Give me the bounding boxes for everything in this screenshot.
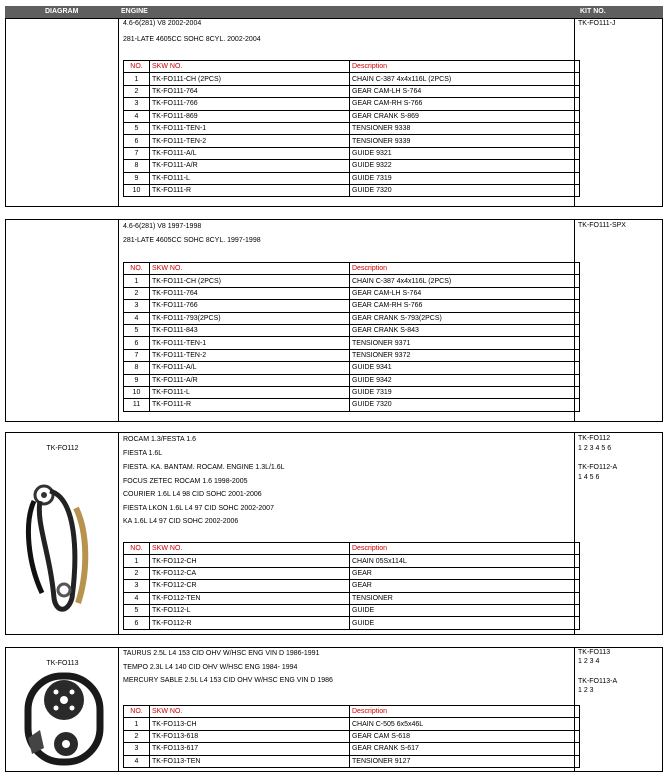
part-description: GUIDE 9321: [350, 147, 580, 159]
crank-gear-icon: [58, 584, 70, 596]
table-row: [124, 135, 580, 147]
engine-line: FIESTA 1.6L: [123, 450, 163, 457]
description-header: Description: [350, 61, 580, 73]
table-row: [124, 567, 580, 579]
table-row: [124, 337, 580, 349]
engine-column-header: ENGINE: [121, 8, 148, 15]
diagram-cell: [6, 220, 119, 421]
part-no: 3: [124, 98, 150, 110]
skw-no: TK-FO111-TEN-2: [150, 135, 350, 147]
part-description: TENSIONER 9372: [350, 349, 580, 361]
part-no: 2: [124, 567, 150, 579]
part-no: 3: [124, 743, 150, 755]
kit-no-line: 1 4 5 6: [578, 474, 600, 481]
skw-no: TK-FO111-766: [150, 98, 350, 110]
part-no: 4: [124, 110, 150, 122]
table-row: [124, 73, 580, 85]
engine-line: TEMPO 2.3L L4 140 CID OHV W/HSC ENG 1984- 1994: [123, 664, 298, 671]
table-row: [124, 85, 580, 97]
tensioner-icon: [76, 508, 85, 603]
parts-table: [123, 542, 580, 630]
diagram-cell: [6, 648, 119, 771]
table-row: [124, 604, 580, 616]
kit-no-line: TK-FO112-A: [578, 464, 618, 471]
table-row: [124, 300, 580, 312]
part-description: GEAR: [350, 580, 580, 592]
skw-no: TK-FO111-A/L: [150, 362, 350, 374]
skw-no: TK-FO111-CH (2PCS): [150, 275, 350, 287]
part-description: TENSIONER 9338: [350, 122, 580, 134]
part-description: TENSIONER 9371: [350, 337, 580, 349]
part-no: 6: [124, 617, 150, 629]
engine-line: COURIER 1.6L L4 98 CID SOHC 2001-2006: [123, 491, 262, 498]
part-description: GEAR: [350, 567, 580, 579]
skw-no: TK-FO111-TEN-1: [150, 122, 350, 134]
kit-no-line: 1 2 3 4: [578, 658, 600, 665]
diagram-cell: [6, 19, 119, 206]
skw-no: TK-FO111-L: [150, 386, 350, 398]
description-header: Description: [350, 706, 580, 718]
part-description: GEAR CRANK S-793(2PCS): [350, 312, 580, 324]
table-row: [124, 172, 580, 184]
kit-no-cell: [574, 220, 662, 421]
engine-line: KA 1.6L L4 97 CID SOHC 2002-2006: [123, 518, 239, 525]
kit-no-cell: [574, 19, 662, 206]
parts-table: [123, 262, 580, 412]
table-row: [124, 580, 580, 592]
skw-no: TK-FO113-TEN: [150, 755, 350, 767]
kit-block-fo111-j: [5, 18, 663, 207]
skw-no: TK-FO112-L: [150, 604, 350, 616]
part-no: 10: [124, 184, 150, 196]
kit-no-cell: [574, 648, 662, 771]
part-description: GUIDE 9322: [350, 160, 580, 172]
table-row: [124, 617, 580, 629]
no-header: NO.: [124, 543, 150, 555]
kit-no-line: TK-FO112: [578, 435, 611, 442]
engine-line: FOCUS ZETEC ROCAM 1.6 1998-2005: [123, 478, 248, 485]
diagram-label: TK-FO112: [46, 445, 79, 452]
part-no: 9: [124, 374, 150, 386]
part-no: 2: [124, 287, 150, 299]
skw-no: TK-FO113-CH: [150, 718, 350, 730]
kit-block-fo113: [5, 647, 663, 772]
part-no: 5: [124, 604, 150, 616]
table-row: [124, 312, 580, 324]
table-row: [124, 324, 580, 336]
skw-no: TK-FO112-CH: [150, 555, 350, 567]
table-row: [124, 349, 580, 361]
part-description: TENSIONER: [350, 592, 580, 604]
part-description: GUIDE 7319: [350, 172, 580, 184]
part-no: 1: [124, 718, 150, 730]
kit-no-column-header: KIT NO.: [580, 8, 606, 15]
engine-line: ROCAM 1.3/FESTA 1.6: [123, 436, 197, 443]
part-description: GEAR CAM-LH S-764: [350, 85, 580, 97]
part-description: GUIDE: [350, 604, 580, 616]
skw-no: TK-FO111-843: [150, 324, 350, 336]
no-header: NO.: [124, 61, 150, 73]
skw-no: TK-FO112-CA: [150, 567, 350, 579]
part-description: GEAR CRANK S-843: [350, 324, 580, 336]
part-description: GEAR CAM-RH S-766: [350, 98, 580, 110]
part-no: 4: [124, 755, 150, 767]
engine-line: FIESTA. KA. BANTAM. ROCAM. ENGINE 1.3L/1.6L: [123, 464, 285, 471]
table-row: [124, 399, 580, 411]
skw-no-header: SKW NO.: [150, 706, 350, 718]
part-no: 1: [124, 73, 150, 85]
skw-no: TK-FO111-766: [150, 300, 350, 312]
part-description: GEAR CRANK S-617: [350, 743, 580, 755]
kit-block-fo112: [5, 432, 663, 635]
part-description: GEAR CRANK S-869: [350, 110, 580, 122]
skw-no: TK-FO111-TEN-1: [150, 337, 350, 349]
no-header: NO.: [124, 263, 150, 275]
skw-no: TK-FO111-R: [150, 184, 350, 196]
kit-no-line: 1 2 3: [578, 687, 594, 694]
table-row: [124, 386, 580, 398]
parts-table-header: [124, 543, 580, 555]
timing-chain-diagram-fo112: [6, 453, 119, 633]
part-no: 5: [124, 324, 150, 336]
parts-table-header: [124, 706, 580, 718]
kit-no-line: TK-FO113: [578, 649, 611, 656]
part-no: 2: [124, 85, 150, 97]
parts-table-header: [124, 263, 580, 275]
kit-no-cell: [574, 433, 662, 634]
part-no: 6: [124, 337, 150, 349]
skw-no: TK-FO113-618: [150, 730, 350, 742]
engine-line: 281-LATE 4605CC SOHC 8CYL. 1997-1998: [123, 237, 261, 244]
part-description: GEAR CAM S-618: [350, 730, 580, 742]
skw-no-header: SKW NO.: [150, 263, 350, 275]
part-no: 4: [124, 312, 150, 324]
part-no: 5: [124, 122, 150, 134]
kit-no-line: TK-FO111-SPX: [578, 222, 626, 229]
part-description: TENSIONER 9339: [350, 135, 580, 147]
skw-no: TK-FO111-793(2PCS): [150, 312, 350, 324]
table-row: [124, 555, 580, 567]
table-row: [124, 160, 580, 172]
part-no: 8: [124, 362, 150, 374]
part-description: GUIDE: [350, 617, 580, 629]
skw-no: TK-FO112-TEN: [150, 592, 350, 604]
column-header-bar: [5, 6, 663, 18]
table-row: [124, 755, 580, 767]
table-row: [124, 374, 580, 386]
kit-block-fo111-spx: [5, 219, 663, 422]
part-description: GEAR CAM-LH S-764: [350, 287, 580, 299]
part-description: CHAIN C-505 6x5x46L: [350, 718, 580, 730]
part-description: TENSIONER 9127: [350, 755, 580, 767]
engine-line: 4.6-6(281) V8 2002-2004: [123, 20, 202, 27]
table-row: [124, 362, 580, 374]
skw-no: TK-FO112-CR: [150, 580, 350, 592]
skw-no: TK-FO113-617: [150, 743, 350, 755]
skw-no: TK-FO111-A/R: [150, 160, 350, 172]
skw-no: TK-FO111-R: [150, 399, 350, 411]
engine-line: TAURUS 2.5L L4 153 CID OHV W/HSC ENG VIN D 1986-1991: [123, 650, 320, 657]
skw-no: TK-FO111-764: [150, 287, 350, 299]
table-row: [124, 122, 580, 134]
parts-table-header: [124, 61, 580, 73]
no-header: NO.: [124, 706, 150, 718]
part-no: 3: [124, 300, 150, 312]
description-header: Description: [350, 263, 580, 275]
skw-no: TK-FO112-R: [150, 617, 350, 629]
part-no: 7: [124, 349, 150, 361]
table-row: [124, 592, 580, 604]
part-description: GEAR CAM-RH S-766: [350, 300, 580, 312]
description-header: Description: [350, 543, 580, 555]
table-row: [124, 287, 580, 299]
engine-line: 4.6-6(281) V8 1997-1998: [123, 223, 202, 230]
part-no: 8: [124, 160, 150, 172]
parts-table: [123, 60, 580, 197]
timing-chain-diagram-fo113: [6, 670, 119, 770]
part-description: CHAIN C-387 4x4x116L (2PCS): [350, 73, 580, 85]
kit-no-line: TK-FO113-A: [578, 678, 618, 685]
skw-no: TK-FO111-CH (2PCS): [150, 73, 350, 85]
table-row: [124, 98, 580, 110]
part-no: 2: [124, 730, 150, 742]
part-description: GUIDE 7319: [350, 386, 580, 398]
part-no: 1: [124, 275, 150, 287]
kit-no-line: TK-FO111-J: [578, 20, 616, 27]
part-no: 9: [124, 172, 150, 184]
part-description: CHAIN C-387 4x4x116L (2PCS): [350, 275, 580, 287]
engine-line: 281-LATE 4605CC SOHC 8CYL. 2002-2004: [123, 36, 261, 43]
skw-no: TK-FO111-764: [150, 85, 350, 97]
part-no: 11: [124, 399, 150, 411]
part-no: 6: [124, 135, 150, 147]
table-row: [124, 275, 580, 287]
part-description: CHAIN 05Sx114L: [350, 555, 580, 567]
skw-no: TK-FO111-A/L: [150, 147, 350, 159]
table-row: [124, 718, 580, 730]
table-row: [124, 730, 580, 742]
skw-no: TK-FO111-L: [150, 172, 350, 184]
part-no: 4: [124, 592, 150, 604]
diagram-label: TK-FO113: [46, 660, 79, 667]
parts-table: [123, 705, 580, 768]
part-description: GUIDE 9342: [350, 374, 580, 386]
part-no: 10: [124, 386, 150, 398]
part-description: GUIDE 7320: [350, 184, 580, 196]
skw-no: TK-FO111-TEN-2: [150, 349, 350, 361]
skw-no-header: SKW NO.: [150, 543, 350, 555]
diagram-column-header: DIAGRAM: [45, 8, 79, 15]
part-no: 7: [124, 147, 150, 159]
table-row: [124, 743, 580, 755]
part-description: GUIDE 9341: [350, 362, 580, 374]
table-row: [124, 147, 580, 159]
engine-line: FIESTA LKON 1.6L L4 97 CID SOHC 2002-2007: [123, 505, 274, 512]
part-description: GUIDE 7320: [350, 399, 580, 411]
skw-no: TK-FO111-A/R: [150, 374, 350, 386]
part-no: 1: [124, 555, 150, 567]
kit-no-line: 1 2 3 4 5 6: [578, 445, 612, 452]
table-row: [124, 110, 580, 122]
part-no: 3: [124, 580, 150, 592]
skw-no-header: SKW NO.: [150, 61, 350, 73]
table-row: [124, 184, 580, 196]
skw-no: TK-FO111-869: [150, 110, 350, 122]
engine-line: MERCURY SABLE 2.5L L4 153 CID OHV W/HSC ENG VIN D 1986: [123, 677, 333, 684]
diagram-cell: [6, 433, 119, 634]
